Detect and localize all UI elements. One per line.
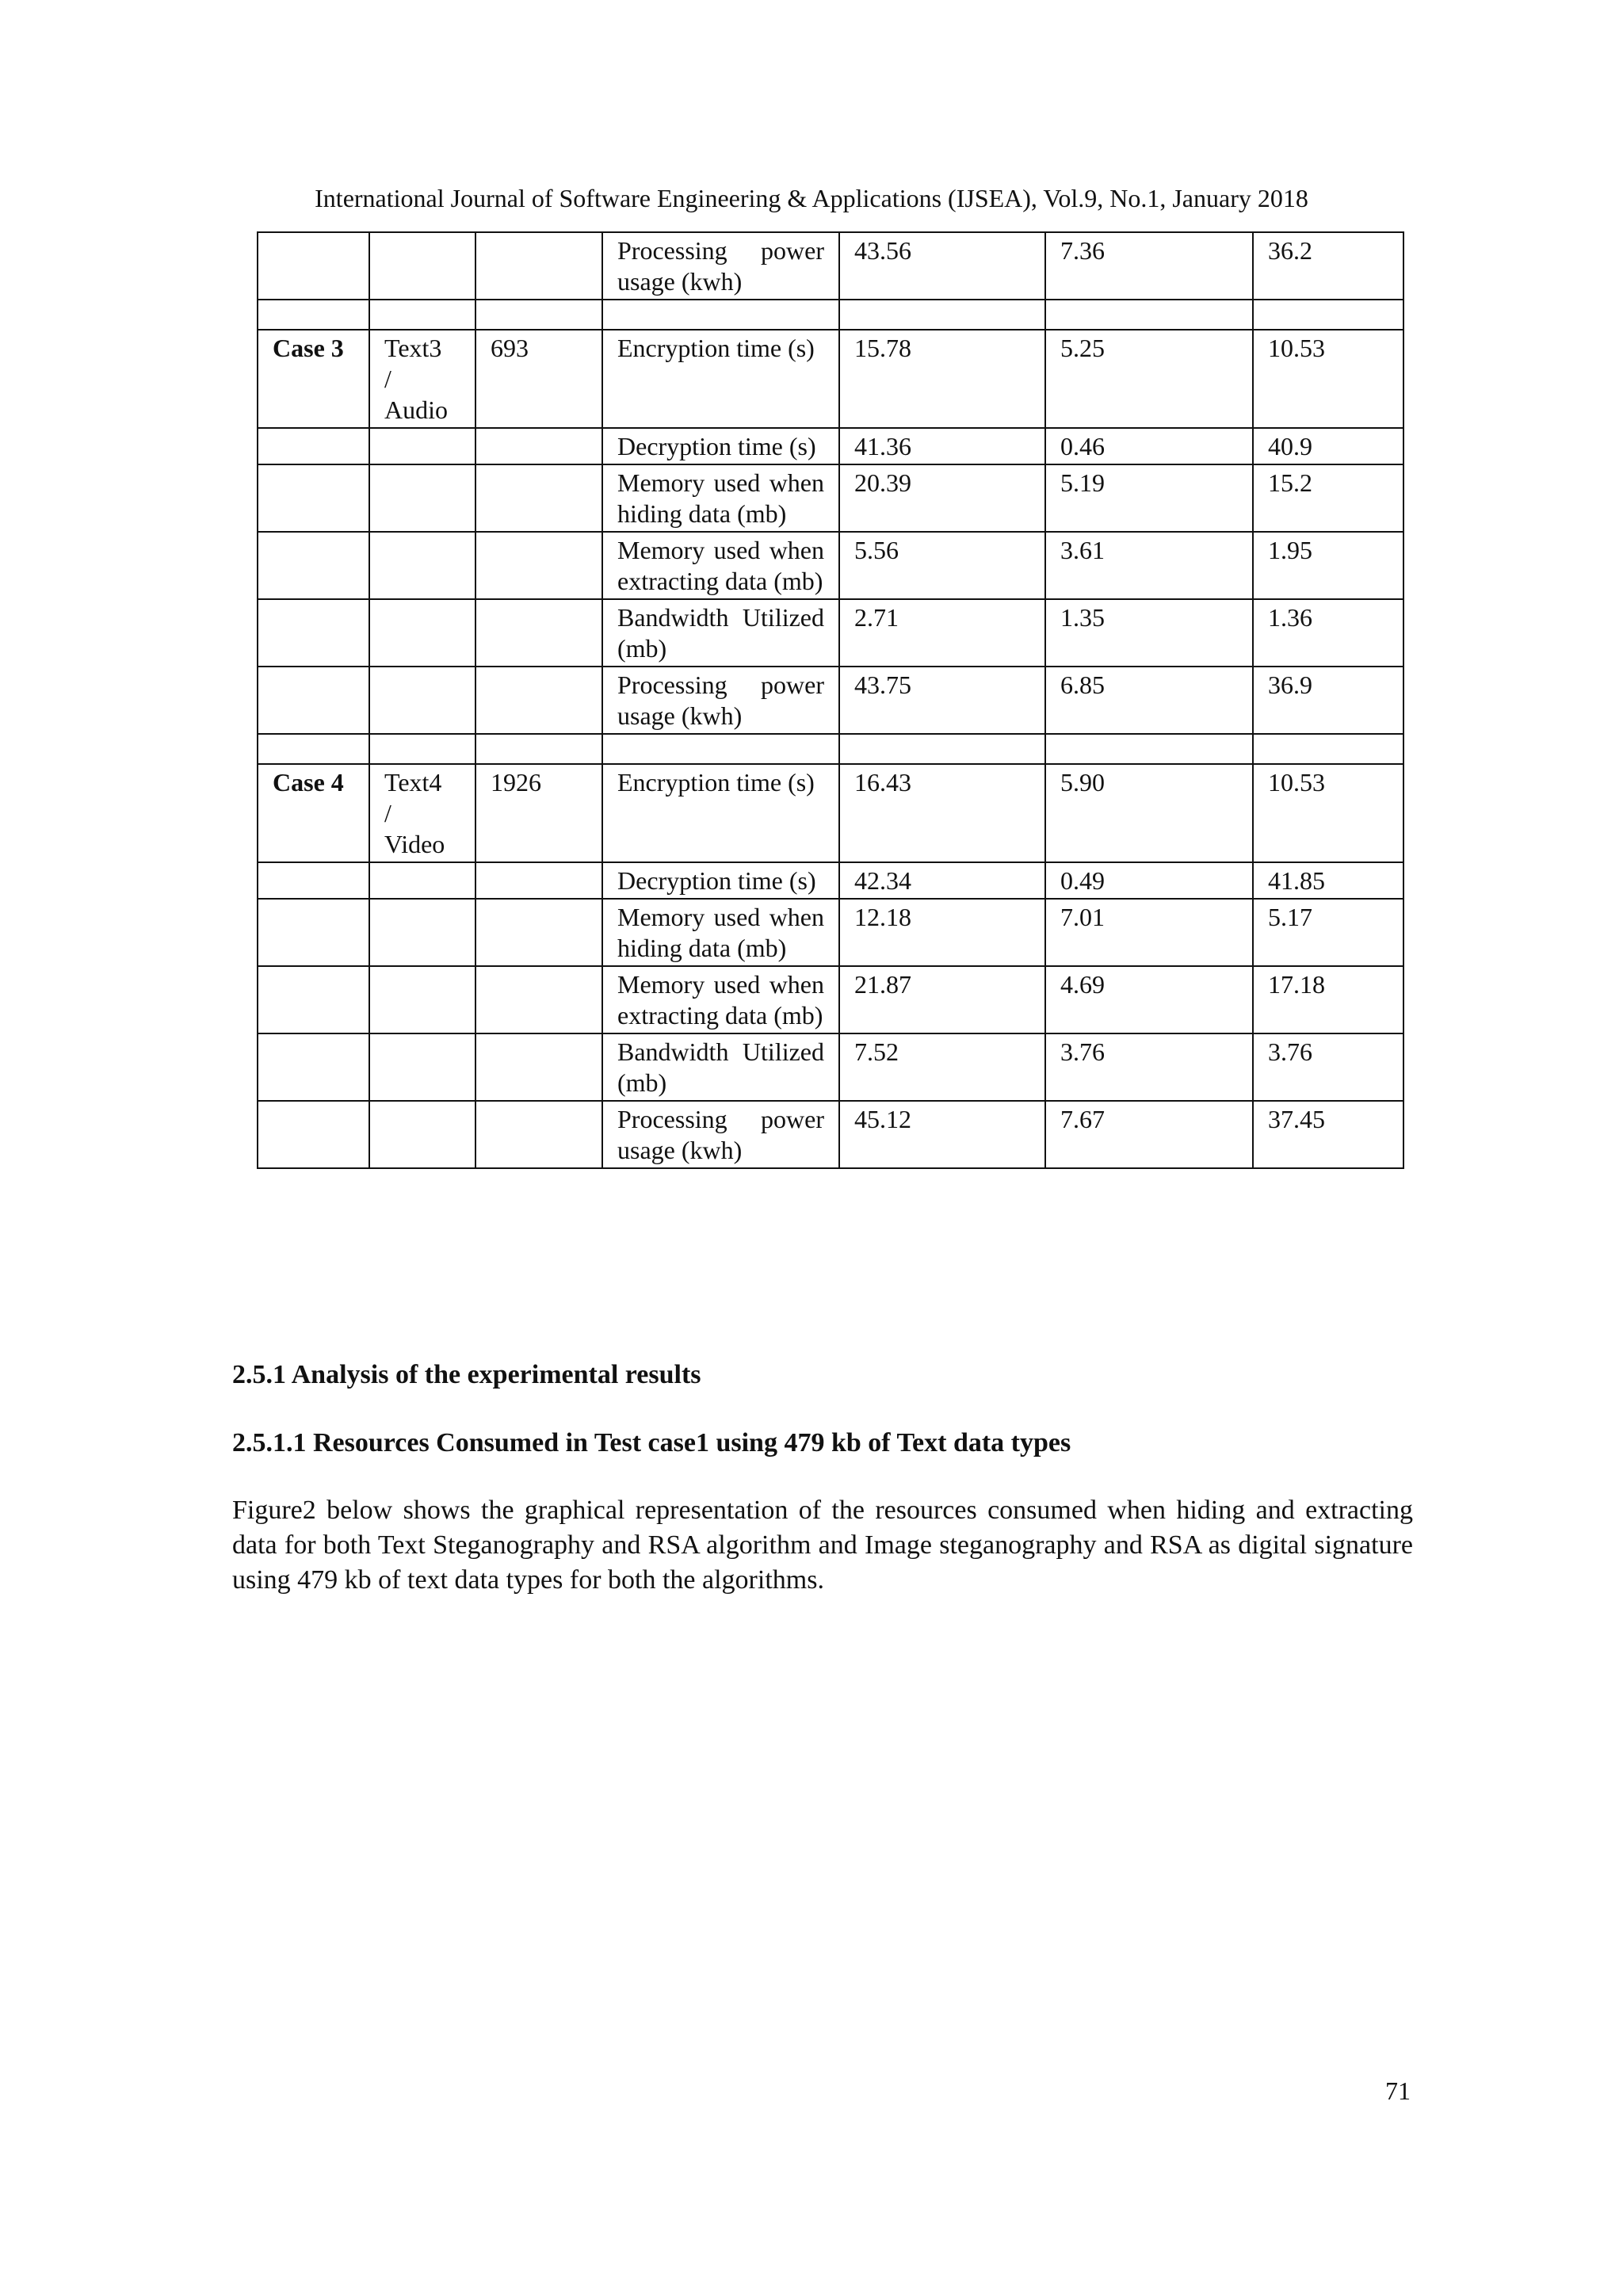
metric-cell: Encryption time (s): [602, 764, 839, 862]
metric-cell: Memory used when extracting data (mb): [602, 966, 839, 1033]
value-cell: 7.36: [1045, 232, 1253, 300]
metric-cell: Decryption time (s): [602, 428, 839, 464]
value-cell: 4.69: [1045, 966, 1253, 1033]
value-cell: 41.36: [839, 428, 1045, 464]
value-cell: 15.2: [1253, 464, 1403, 532]
metric-cell: Encryption time (s): [602, 330, 839, 428]
spacer-row: [258, 300, 1403, 330]
table-row: [258, 667, 1403, 734]
value-cell: 1.35: [1045, 599, 1253, 667]
value-cell: 1.95: [1253, 532, 1403, 599]
table-row: [258, 1033, 1403, 1101]
spacer-row: [258, 734, 1403, 764]
value-cell: 3.61: [1045, 532, 1253, 599]
case-label: Case 3: [258, 330, 369, 428]
metric-cell: Decryption time (s): [602, 862, 839, 899]
metric-cell: Memory used when hiding data (mb): [602, 464, 839, 532]
value-cell: 41.85: [1253, 862, 1403, 899]
value-cell: 37.45: [1253, 1101, 1403, 1168]
metric-cell: Bandwidth Utilized (mb): [602, 599, 839, 667]
metric-cell: Processing power usage (kwh): [602, 232, 839, 300]
value-cell: 10.53: [1253, 764, 1403, 862]
value-cell: 15.78: [839, 330, 1045, 428]
table-row: [258, 232, 1403, 300]
metric-cell: Memory used when extracting data (mb): [602, 532, 839, 599]
value-cell: 5.19: [1045, 464, 1253, 532]
value-cell: 5.25: [1045, 330, 1253, 428]
table-row: [258, 899, 1403, 966]
value-cell: 2.71: [839, 599, 1045, 667]
value-cell: 7.67: [1045, 1101, 1253, 1168]
section-heading: 2.5.1 Analysis of the experimental results: [232, 1360, 701, 1389]
table-row: [258, 599, 1403, 667]
data-type-cell: Text4 / Video: [369, 764, 475, 862]
value-cell: 0.46: [1045, 428, 1253, 464]
subsection-heading: 2.5.1.1 Resources Consumed in Test case1 using 479 kb of Text data types: [232, 1428, 1071, 1457]
table-row: [258, 464, 1403, 532]
size-cell: 1926: [475, 764, 602, 862]
value-cell: 16.43: [839, 764, 1045, 862]
table-row: [258, 532, 1403, 599]
table-row: [258, 428, 1403, 464]
case-label: Case 4: [258, 764, 369, 862]
value-cell: 7.52: [839, 1033, 1045, 1101]
metric-cell: Bandwidth Utilized (mb): [602, 1033, 839, 1101]
value-cell: 5.17: [1253, 899, 1403, 966]
table-row: [258, 1101, 1403, 1168]
value-cell: 3.76: [1253, 1033, 1403, 1101]
value-cell: 45.12: [839, 1101, 1045, 1168]
value-cell: 42.34: [839, 862, 1045, 899]
value-cell: 12.18: [839, 899, 1045, 966]
value-cell: 21.87: [839, 966, 1045, 1033]
value-cell: 0.49: [1045, 862, 1253, 899]
value-cell: 40.9: [1253, 428, 1403, 464]
value-cell: 1.36: [1253, 599, 1403, 667]
value-cell: 5.90: [1045, 764, 1253, 862]
metric-cell: Processing power usage (kwh): [602, 1101, 839, 1168]
value-cell: 43.56: [839, 232, 1045, 300]
value-cell: 17.18: [1253, 966, 1403, 1033]
value-cell: 20.39: [839, 464, 1045, 532]
data-type-cell: Text3 / Audio: [369, 330, 475, 428]
value-cell: 5.56: [839, 532, 1045, 599]
metric-cell: Processing power usage (kwh): [602, 667, 839, 734]
value-cell: 3.76: [1045, 1033, 1253, 1101]
table-row: [258, 862, 1403, 899]
page-number: 71: [1385, 2076, 1411, 2105]
results-table: [257, 231, 1404, 1169]
size-cell: 693: [475, 330, 602, 428]
value-cell: 36.2: [1253, 232, 1403, 300]
value-cell: 10.53: [1253, 330, 1403, 428]
running-header: International Journal of Software Engineering & Applications (IJSEA), Vol.9, No.1, January 2018: [315, 184, 1308, 212]
table-row: [258, 330, 1403, 428]
metric-cell: Memory used when hiding data (mb): [602, 899, 839, 966]
value-cell: 43.75: [839, 667, 1045, 734]
value-cell: 7.01: [1045, 899, 1253, 966]
table-row: [258, 966, 1403, 1033]
body-paragraph: Figure2 below shows the graphical representation of the resources consumed when hiding and extracting data for both Text Steganography and RSA algorithm and Image steganography and RSA as digital signature using 479 kb of text data types for both the algorithms.: [232, 1496, 1413, 1595]
table-row: [258, 764, 1403, 862]
value-cell: 36.9: [1253, 667, 1403, 734]
value-cell: 6.85: [1045, 667, 1253, 734]
